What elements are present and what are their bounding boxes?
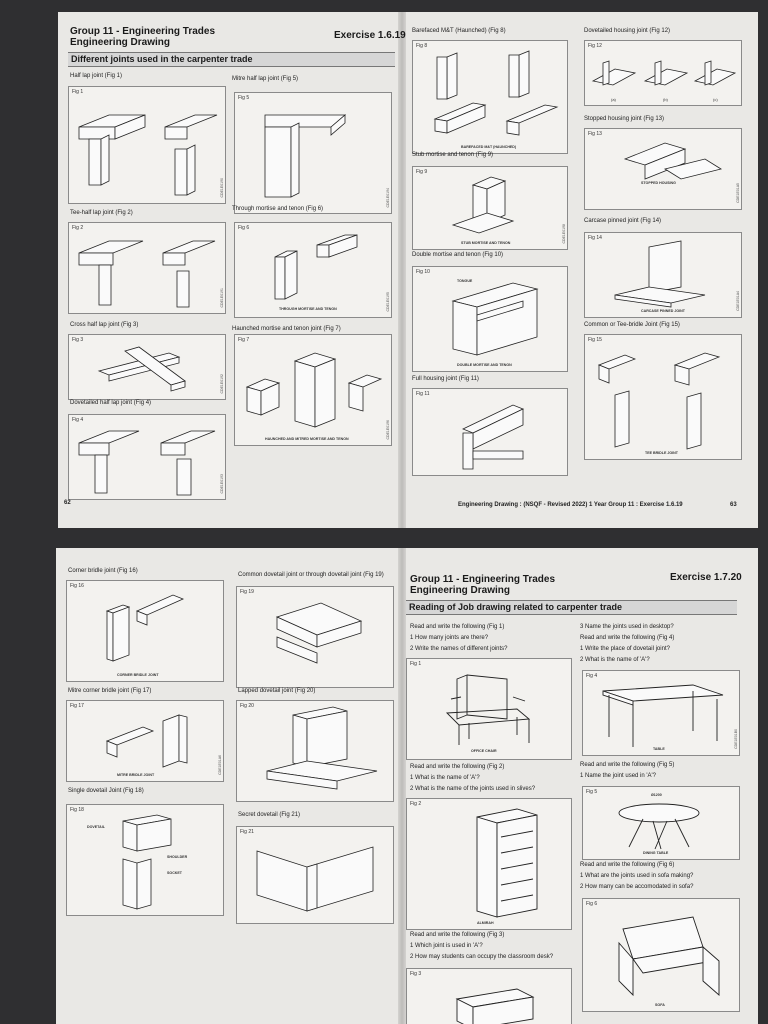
exercise-number-64: Exercise 1.7.20 xyxy=(670,572,742,583)
figure-label: STOPPED HOUSING xyxy=(641,181,676,185)
corner-bridle-drawing xyxy=(67,581,223,681)
figure-common-dovetail xyxy=(236,586,394,688)
figure-carcase-pinned xyxy=(584,232,742,318)
fig-number: Fig 1 xyxy=(410,661,422,667)
figure-label: HAUNCHED AND MITRED MORTISE AND TENON xyxy=(265,437,349,441)
barefaced-mt-drawing xyxy=(413,41,567,153)
fig-number: Fig 2 xyxy=(410,801,422,807)
fig-number: Fig 9 xyxy=(416,169,428,175)
group-title-64: Group 11 - Engineering Trades xyxy=(410,574,556,585)
caption-fig14: Carcase pinned joint (Fig 14) xyxy=(584,218,662,224)
caption-fig18: Single dovetail Joint (Fig 18) xyxy=(68,788,144,794)
figure-stub-mortise xyxy=(412,166,568,250)
side-code: CDE1E0192 xyxy=(220,373,224,393)
caption-fig2: Tee-half lap joint (Fig 2) xyxy=(70,210,133,216)
fig5-q1: 1 Name the joint used in 'A'? xyxy=(580,773,657,779)
caption-fig4: Dovetailed half lap joint (Fig 4) xyxy=(70,400,152,406)
figure-label: STUB MORTISE AND TENON xyxy=(461,241,511,245)
diameter-label: Ø1200 xyxy=(651,793,662,797)
caption-fig17: Mitre corner bridle joint (Fig 17) xyxy=(68,688,152,694)
classroom-desk-drawing xyxy=(407,969,571,1024)
subject-title-64: Engineering Drawing xyxy=(410,585,511,596)
side-code: CDE1E01A4 xyxy=(736,291,740,311)
fig2-q1: 1 What is the name of 'A'? xyxy=(410,775,480,781)
fig-number: Fig 3 xyxy=(72,337,84,343)
figure-office-chair xyxy=(406,658,572,760)
group-title: Group 11 - Engineering Trades xyxy=(70,26,216,37)
page-number-62: 62 xyxy=(64,500,71,506)
fig-number: Fig 2 xyxy=(72,225,84,231)
fig-number: Fig 19 xyxy=(240,589,254,595)
caption-fig5: Mitre half lap joint (Fig 5) xyxy=(232,76,299,82)
fig1-q1: 1 How many joints are there? xyxy=(410,635,489,641)
page-number-63: 63 xyxy=(730,502,737,508)
fig5-intro: Read and write the following (Fig 5) xyxy=(580,762,675,768)
cross-half-lap-drawing xyxy=(69,335,225,399)
subject-title: Engineering Drawing xyxy=(70,37,171,48)
figure-label: BAREFACED M&T (HAUNCHED) xyxy=(461,145,517,149)
footer-63: Engineering Drawing : (NSQF - Revised 2022) 1 Year Group 11 : Exercise 1.6.19 xyxy=(458,502,683,508)
fig4-q1: 1 Write the place of dovetail joint? xyxy=(580,646,670,652)
fig-number: Fig 11 xyxy=(416,391,430,397)
figure-label: THROUGH MORTISE AND TENON xyxy=(279,307,337,311)
fig-number: Fig 10 xyxy=(416,269,430,275)
figure-dovetailed-half-lap xyxy=(68,414,226,500)
haunched-mortise-drawing xyxy=(235,335,391,445)
side-code: CDE1E0196 xyxy=(386,419,390,439)
fig-number: Fig 17 xyxy=(70,703,84,709)
fig1-q2: 2 Write the names of different joints? xyxy=(410,646,508,652)
side-code: CDE1E01A5 xyxy=(736,183,740,203)
mitre-half-lap-drawing xyxy=(235,93,391,213)
almirah-drawing xyxy=(407,799,571,929)
lapped-dovetail-drawing xyxy=(237,701,393,801)
figure-barefaced-mt xyxy=(412,40,568,154)
figure-label: DOUBLE MORTISE AND TENON xyxy=(457,363,512,367)
figure-dining-table xyxy=(582,786,740,860)
fig-number: Fig 1 xyxy=(72,89,84,95)
caption-fig10: Double mortise and tenon (Fig 10) xyxy=(412,252,504,258)
figure-cross-half-lap xyxy=(68,334,226,400)
sofa-drawing xyxy=(583,899,739,1011)
fig-number: Fig 20 xyxy=(240,703,254,709)
figure-classroom-desk xyxy=(406,968,572,1024)
figure-haunched-mortise xyxy=(234,334,392,446)
tee-half-lap-drawing xyxy=(69,223,225,313)
figure-table xyxy=(582,670,740,756)
book-spread-top xyxy=(58,12,758,528)
fig-number: Fig 4 xyxy=(72,417,84,423)
caption-fig21: Secret dovetail (Fig 21) xyxy=(238,812,301,818)
table-drawing xyxy=(583,671,739,755)
figure-tee-half-lap xyxy=(68,222,226,314)
book-spread-bottom xyxy=(56,548,758,1024)
fig6-intro: Read and write the following (Fig 6) xyxy=(580,862,675,868)
fig-number: Fig 13 xyxy=(588,131,602,137)
exercise-number: Exercise 1.6.19 xyxy=(334,30,406,41)
single-dovetail-drawing xyxy=(67,805,223,915)
figure-label: CARCASE PINNED JOINT xyxy=(641,309,685,313)
fig-number: Fig 6 xyxy=(586,901,598,907)
side-code: CDE1E0193 xyxy=(220,473,224,493)
fig-number: Fig 16 xyxy=(70,583,84,589)
dovetailed-half-lap-drawing xyxy=(69,415,225,499)
tee-bridle-drawing xyxy=(585,335,741,459)
stopped-housing-drawing xyxy=(585,129,741,209)
figure-label: CORNER BRIDLE JOINT xyxy=(117,673,159,677)
fig-number: Fig 5 xyxy=(586,789,598,795)
fig4-q2: 2 What is the name of 'A'? xyxy=(580,657,650,663)
dovetailed-housing-drawing xyxy=(585,41,741,105)
svg-text:(c): (c) xyxy=(713,97,718,102)
caption-fig12: Dovetailed housing joint (Fig 12) xyxy=(584,28,671,34)
double-mortise-drawing xyxy=(413,267,567,371)
through-mortise-drawing xyxy=(235,223,391,317)
caption-fig9: Stub mortise and tenon (Fig 9) xyxy=(412,152,494,158)
figure-single-dovetail xyxy=(66,804,224,916)
fig6-q2: 2 How many can be accomodated in sofa? xyxy=(580,884,694,890)
figure-mitre-corner-bridle xyxy=(66,700,224,782)
office-chair-drawing xyxy=(407,659,571,759)
fig2-intro: Read and write the following (Fig 2) xyxy=(410,764,505,770)
tongue-label: TONGUE xyxy=(457,279,473,283)
fig1-intro: Read and write the following (Fig 1) xyxy=(410,624,505,630)
figure-label: OFFICE CHAIR xyxy=(471,749,497,753)
figure-lapped-dovetail xyxy=(236,700,394,802)
caption-fig19: Common dovetail joint or through dovetail joint (Fig 19) xyxy=(238,572,384,578)
secret-dovetail-drawing xyxy=(237,827,393,923)
fig3-intro: Read and write the following (Fig 3) xyxy=(410,932,505,938)
caption-fig11: Full housing joint (Fig 11) xyxy=(412,376,479,382)
caption-fig7: Haunched mortise and tenon joint (Fig 7) xyxy=(232,326,341,332)
caption-fig8: Barefaced M&T (Haunched) (Fig 8) xyxy=(412,28,506,34)
figure-double-mortise xyxy=(412,266,568,372)
fig6-q1: 1 What are the joints used in sofa making? xyxy=(580,873,694,879)
figure-tee-bridle xyxy=(584,334,742,460)
fig-number: Fig 18 xyxy=(70,807,84,813)
stub-mortise-drawing xyxy=(413,167,567,249)
side-code: CDE1E01B0 xyxy=(734,729,738,749)
fig-number: Fig 15 xyxy=(588,337,602,343)
half-lap-drawing xyxy=(69,87,225,203)
q3-desktop: 3 Name the joints used in desktop? xyxy=(580,624,674,630)
figure-stopped-housing xyxy=(584,128,742,210)
figure-label: SOFA xyxy=(655,1003,665,1007)
figure-mitre-half-lap xyxy=(234,92,392,214)
caption-fig16: Corner bridle joint (Fig 16) xyxy=(68,568,138,574)
figure-dovetailed-housing xyxy=(584,40,742,106)
fig4-intro: Read and write the following (Fig 4) xyxy=(580,635,675,641)
caption-fig1: Half lap joint (Fig 1) xyxy=(70,73,123,79)
figure-through-mortise xyxy=(234,222,392,318)
figure-almirah xyxy=(406,798,572,930)
svg-text:(b): (b) xyxy=(663,97,668,102)
figure-full-housing xyxy=(412,388,568,476)
fig3-q1: 1 Which joint is used in 'A'? xyxy=(410,943,483,949)
fig2-q2: 2 What is the name of the joints used in slives? xyxy=(410,786,536,792)
caption-fig3: Cross half lap joint (Fig 3) xyxy=(70,322,139,328)
book-gutter xyxy=(398,548,406,1024)
side-code: CDE1E0198 xyxy=(562,223,566,243)
caption-fig15: Common or Tee-bridle Joint (Fig 15) xyxy=(584,322,680,328)
figure-corner-bridle xyxy=(66,580,224,682)
caption-fig6: Through mortise and tenon (Fig 6) xyxy=(232,206,324,212)
full-housing-drawing xyxy=(413,389,567,475)
figure-label: TEE BRIDLE JOINT xyxy=(645,451,678,455)
fig-number: Fig 8 xyxy=(416,43,428,49)
caption-fig13: Stopped housing joint (Fig 13) xyxy=(584,116,665,122)
dovetail-label: DOVETAIL xyxy=(87,825,105,829)
svg-text:(a): (a) xyxy=(611,97,616,102)
fig-number: Fig 14 xyxy=(588,235,602,241)
caption-fig20: Lapped dovetail joint (Fig 20) xyxy=(238,688,316,694)
figure-label: MITRE BRIDLE JOINT xyxy=(117,773,155,777)
shoulder-label: SHOULDER xyxy=(167,855,188,859)
figure-half-lap xyxy=(68,86,226,204)
common-dovetail-drawing xyxy=(237,587,393,687)
socket-label: SOCKET xyxy=(167,871,182,875)
figure-secret-dovetail xyxy=(236,826,394,924)
fig-number: Fig 12 xyxy=(588,43,602,49)
side-code: CDE1E0195 xyxy=(386,291,390,311)
mitre-corner-bridle-drawing xyxy=(67,701,223,781)
fig-number: Fig 3 xyxy=(410,971,422,977)
side-code: CDE1E0191 xyxy=(220,287,224,307)
fig3-q2: 2 How may students can occupy the classroom desk? xyxy=(410,954,554,960)
fig-number: Fig 21 xyxy=(240,829,254,835)
carcase-pinned-drawing xyxy=(585,233,741,317)
figure-label: DINING TABLE xyxy=(643,851,669,855)
figure-label: TABLE xyxy=(653,747,665,751)
figure-sofa xyxy=(582,898,740,1012)
fig-number: Fig 6 xyxy=(238,225,250,231)
figure-label: ALMIRAH xyxy=(477,921,494,925)
side-code: CDE1E0190 xyxy=(220,177,224,197)
book-gutter xyxy=(398,12,406,528)
fig-number: Fig 4 xyxy=(586,673,598,679)
dining-table-drawing xyxy=(583,787,739,859)
side-code: CDE1E01A6 xyxy=(218,755,222,775)
fig-number: Fig 7 xyxy=(238,337,250,343)
side-code: CDE1E0194 xyxy=(386,187,390,207)
section-title: Different joints used in the carpenter trade xyxy=(68,52,395,67)
fig-number: Fig 5 xyxy=(238,95,250,101)
section-title-64: Reading of Job drawing related to carpenter trade xyxy=(406,600,737,615)
